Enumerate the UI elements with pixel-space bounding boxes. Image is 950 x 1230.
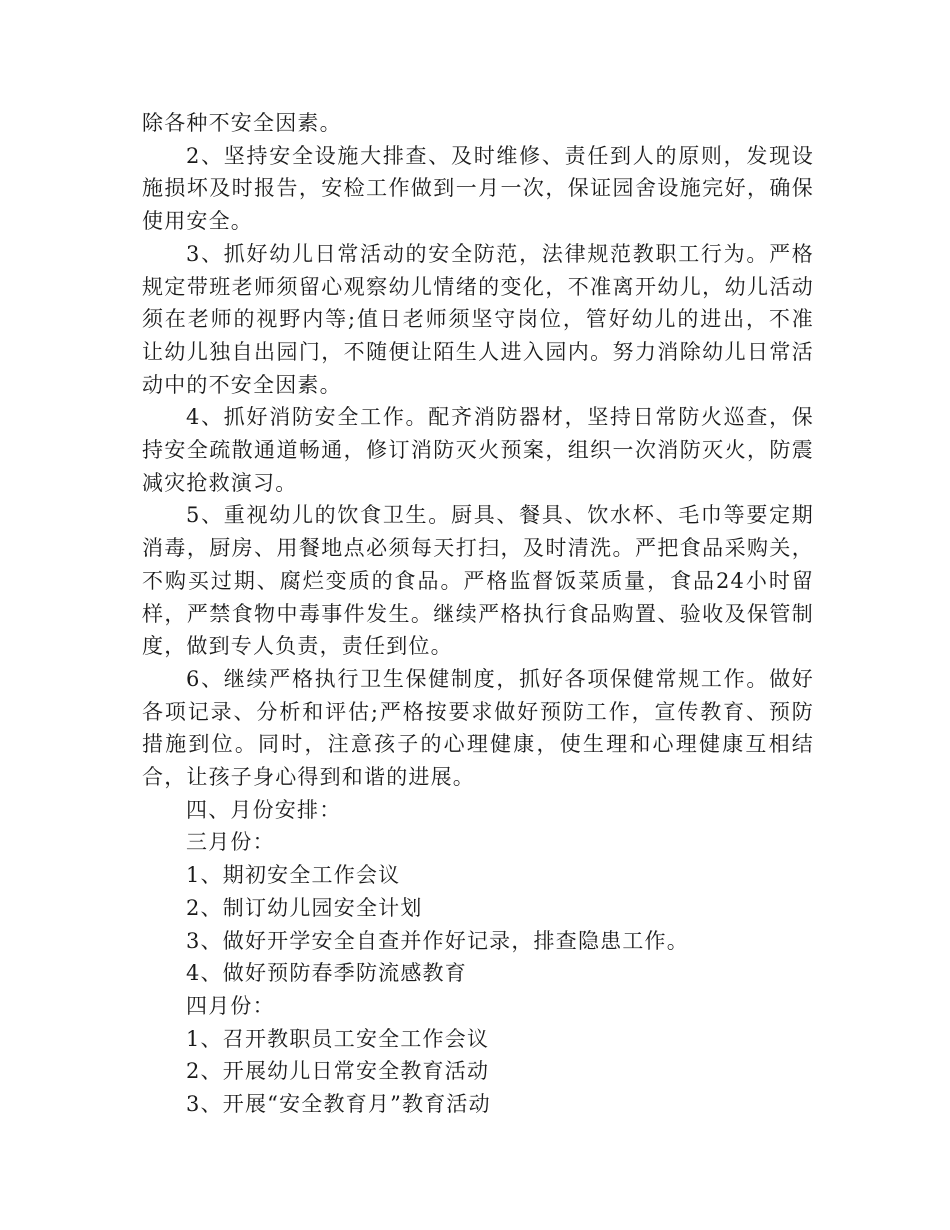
list-item: 2、开展幼儿日常安全教育活动 [186,1059,490,1084]
list-item: 2、制订幼儿园安全计划 [186,895,423,920]
paragraph-item-3: 3、抓好幼儿日常活动的安全防范，法律规范教职工行为。严格规定带班老师须留心观察幼儿情绪的变化，不准离开幼儿，幼儿活动须在老师的视野内等;值日老师须坚守岗位，管好幼儿的进出，不准让幼儿独自出园门，不随便让陌生人进入园内。努力消除幼儿日常活动中的不安全因素。 [142,241,814,397]
list-item: 3、做好开学安全自查并作好记录，排查隐患工作。 [186,928,689,953]
paragraph-item-4: 4、抓好消防安全工作。配齐消防器材，坚持日常防火巡查，保持安全疏散通道畅通，修订消防灭火预案，组织一次消防灭火，防震减灾抢救演习。 [142,405,814,495]
paragraph-item-2: 2、坚持安全设施大排查、及时维修、责任到人的原则，发现设施损坏及时报告，安检工作做到一月一次，保证园舍设施完好，确保使用安全。 [142,143,814,234]
list-item: 3、开展“安全教育月”教育活动 [186,1092,491,1117]
section-heading-monthly-schedule: 四、月份安排： [186,797,342,822]
list-item: 1、召开教职员工安全工作会议 [186,1026,490,1051]
list-item: 4、做好预防春季防流感教育 [186,961,467,986]
month-heading-march: 三月份： [186,830,275,855]
list-item: 1、期初安全工作会议 [186,863,401,888]
paragraph-item-5: 5、重视幼儿的饮食卫生。厨具、餐具、饮水杯、毛巾等要定期消毒，厨房、用餐地点必须每天打扫，及时清洗。严把食品采购关，不购买过期、腐烂变质的食品。严格监督饭菜质量，食品24小时留样，严禁食物中毒事件发生。继续严格执行食品购置、验收及保管制度，做到专人负责，责任到位。 [142,503,814,659]
month-heading-april: 四月份： [186,993,275,1018]
document-body [142,107,814,1121]
paragraph-item-6: 6、继续严格执行卫生保健制度，抓好各项保健常规工作。做好各项记录、分析和评估;严格按要求做好预防工作，宣传教育、预防措施到位。同时，注意孩子的心理健康，使生理和心理健康互相结合，让孩子身心得到和谐的进展。 [142,666,814,790]
paragraph-continuation: 除各种不安全因素。 [142,111,342,135]
